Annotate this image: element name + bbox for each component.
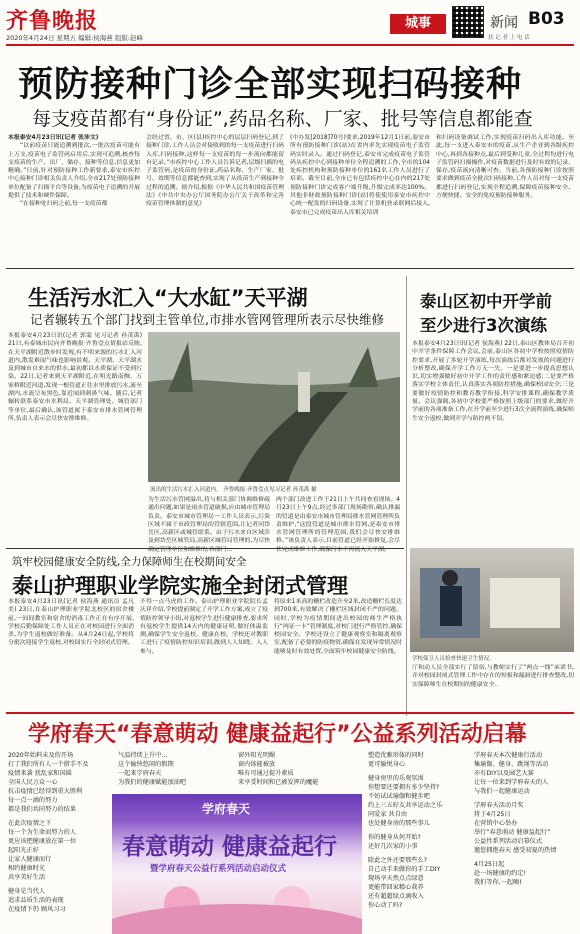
poem-line: 起阳光正好: [8, 847, 39, 854]
poem-line: 自己动手来做你的手工DIY: [368, 866, 441, 873]
poem-line: 公益性系列活动启幕仪式: [474, 838, 543, 845]
poem-line: 邀您拥抱春天 感受初夏的热情: [474, 847, 557, 854]
poem-line: 窗内体能被放: [238, 761, 276, 768]
poem-line: 你心动了吗?: [368, 902, 403, 909]
poem-line: 相约健康时光: [8, 865, 46, 872]
sewage-column-2: 为生活污水管网溢出,将与相关部门协调维修疏通出问题,如果是雨水管道破损,应由城市管理局负责。泰安市城市管理局一工作人员表示,污染区域不属于市政管理局的管辖范围,让记者同岱岳区,高新区或城管联系。由于污水来自区域涉及到岱岳区城管局,高新区城管局管理的,为尽快确定管理单位和维修的,各部门...: [148, 497, 270, 553]
poem-line: 每一个为生命而努力的人: [8, 829, 77, 836]
guard-scene-illustration: [410, 548, 574, 652]
poem-line: 在营销中心举办: [474, 820, 518, 827]
poem-line: 除此之外还要那些么?: [368, 857, 427, 864]
poem-line: 你的健身从何开始?: [368, 834, 421, 841]
poem-line: 在此次疫情之下: [8, 820, 52, 827]
poem-line: 一起来学府春天: [118, 770, 162, 777]
qr-code-icon: [452, 6, 484, 38]
column-divider: [406, 276, 407, 716]
poem-line: 与我们一起健康运动: [474, 788, 530, 795]
lead-subhead: 每支疫苗都有“身份证”,药品名称、厂家、批号等信息都能查: [32, 108, 533, 130]
poem-line: 将于4月25日: [474, 811, 511, 818]
poem-line: 窗外阳光明媚: [238, 752, 276, 759]
poem-line: 在疫情下仍 顾风习习: [8, 906, 66, 913]
poem-line: 我们等你,一起嗨!: [474, 879, 522, 886]
nursing-column-2: 不得一点马虎的工作。泰山护理职业学院院长孟庆祥介绍,学校提前制定了开学工作方案,成立了疫情防控领导小组,对返校学生进行健康排查,要求所有返校学生提供14天内的健康证明,做好体温监测,确保学生安全返校、健康在校。学校还对教职工进行了疫情防控知识培训,做到人人知晓、人人参与。: [140, 599, 268, 655]
lead-column-2: 会经过省、市、区(县)疾控中心的层层扫码登记,到了接种门诊,工作人员会对接收到的每一支疫苗进行扫码入库,扫码接种,这样每一支疫苗的每一步流向都能留有记录。”市疾控中心工作人员告诉记者,层级扫描的电子监管码,是疫苗的身份证,药品名称、生产厂家、批号、效期等信息都能查到,实现了从疫苗生产到接种全过程的追溯。据介绍,根据《中华人民共和国疫苗管理法》《中共中央办公厅国务院办公厅关于改革和完善疫苗管理体制的意见》: [146, 135, 284, 208]
poem-line: 气温持续上升中…: [118, 752, 168, 759]
sewage-column-3: 两个部门改进工作于21日上午共同查看现场。4月23日上午9点,经过多部门现场勘察,确认排漏的管道是由泰安市城市管理局排水管网管理所负责维护,“这段管道是城市排水管网,是泰安市排水管网管理所的管理范围,我们会尽快安排维修。”该负责人表示,目前管道已经开始修复,会尽快完成维修工作,确保污水不再流入天平湖。: [276, 497, 400, 553]
poem-line: 全国人民万众一心: [8, 779, 58, 786]
poem-line: 还好几次家的小事: [368, 843, 418, 850]
editor-line: 扶 记 者 上 电 话: [488, 35, 530, 41]
school-photo-caption: 学校保卫人员检查快递卫生情况。: [412, 656, 495, 662]
section-divider: [6, 268, 574, 269]
section-tab: 城事: [390, 14, 446, 34]
poem-line: 来享受时间和已被发挥的魔能: [238, 779, 319, 786]
school-headline-line2: 至少进行3次演练: [420, 316, 547, 335]
campaign-poem-column-3: [118, 751, 228, 791]
nursing-kicker: 筑牢校园健康安全防线,全力保障师生在校期间安全: [12, 556, 247, 568]
poem-line: 健身是当代人: [8, 888, 46, 895]
poem-line: 都是我们共同努力的结果: [8, 806, 77, 813]
campaign-poem-column-6: [474, 751, 578, 931]
school-headline-line1: 泰山区初中开学前: [420, 292, 552, 311]
lead-paragraph: “以前疫苗只能追溯到批次,一批次疫苗可能有上万支,疫苗电子监管码启用后,实现可追溯,核查每支疫苗的生产、出厂、储存、接种等信息,信息更加精确。”日前,针对预防接种工作新要求,泰安市疾控中心接种门诊相关负责人介绍,全市217处预防接种单位配备了扫描平台等设备,为疫苗电子追溯的开展提供了技术和硬件保障。: [8, 143, 140, 200]
poster-subtitle: 暨学府春天公益行系列活动启动仪式: [150, 864, 287, 874]
poem-line: 每一点一滴的努力: [8, 797, 58, 804]
poem-line: 健身房里的乐观氛围: [368, 775, 424, 782]
campaign-title: 学府春天“春意萌动 健康益起行”公益系列活动启幕: [28, 722, 527, 747]
poem-line: 更应该把健康放在第一位: [8, 838, 77, 845]
school-photo: [410, 548, 574, 652]
nursing-column-3: 将原来1米高的栅栏改造升至2米,改造栅栏长度达到700米,有效解决了栅栏区域封闭不严的问题。同时,学校为疫情期间进出校园的师生严格执行“两证一卡”管理制度,对校门进行严格管控,确保校园安全。学校还设立了健康观察室和隔离观察室,配备了必要的防疫物资,确保在发现异常情况时能够及时有效处置,全面筑牢校园健康安全防线。: [274, 599, 402, 655]
campaign-poem-column-5: [368, 751, 468, 931]
poem-line: 共享美好生活: [8, 874, 46, 881]
poem-line: 让每一位来到学府春天的人: [474, 779, 549, 786]
dateline: 2020年4月24日 星期五 编辑:侯海燕 组版:赵峰: [6, 34, 144, 42]
poem-line: 唯有可通过提升素质: [238, 770, 294, 777]
poem-line: 2020年始料未及的开场: [8, 752, 74, 759]
poem-line: 追求品质生活的表现: [8, 897, 64, 904]
poster-slogan: 春意萌动 健康益起行: [122, 834, 338, 860]
poem-line: 不妨试试瑜伽和健步吧: [368, 793, 430, 800]
poem-line: 赴一场健康的约定!: [474, 870, 526, 877]
poem-line: 打了我们所有人一个措手不及: [8, 761, 89, 768]
nursing-continued-text: 厅和动人员全部实行了留宿,与教师实行了“两点一线”承诺书,并对校园封闭式管理工作中存在的短板和漏洞进行排查整改,切实保障师生在校期间的健康安全。: [412, 665, 574, 688]
river-scene-illustration: [148, 332, 400, 482]
campaign-poem-column-1: [8, 751, 108, 931]
poem-line: 现场享天然点点绿意: [368, 875, 424, 882]
poem-line: 疫情来袭 扰乱家和国圆: [8, 770, 72, 777]
poem-line: 更可愉悦身心: [368, 761, 406, 768]
masthead-rule: [6, 44, 574, 46]
sewage-photo-caption: 流出的生活污水汇入河道内。 齐鲁晚报·齐鲁壹点见习记者 孙茂禹 摄: [150, 487, 317, 493]
poem-line: 同爱家 共自由: [368, 811, 408, 818]
poster-decoration: [112, 874, 362, 934]
lead-column-3: (中办发[2018]70号)要求,2019年12月1日前,泰安市所有预防接种门诊(站)在省内率先实现疫苗电子监管码实时录入。通过扫码登记,泰安市完成疫苗电子监管码从疾控中心到接种单位全程追溯的工作,全市的104处疾控机构和预防接种单位的161名工作人员进行了培训。截至目前,全市已有包括疾控中心在内的217处预防接种门诊完成客户端升级,升级完成率达100%。其他非财政预防接种门诊(站)将使使用泰安市疾控中心统一配发的扫码设备,实现了计算机登录联网后接入,泰安市已完成疫苗出入库相关培训: [290, 135, 430, 216]
lead-column-1: [8, 134, 140, 262]
poem-line: 集瑜伽、健身、跳绳等活动: [474, 761, 549, 768]
poem-line: 也处健身房的那些事儿: [368, 820, 430, 827]
newspaper-logo: 齐鲁晚报: [6, 8, 99, 34]
sewage-headline: 生活污水汇入“大水缸”天平湖: [28, 286, 308, 310]
poem-line: 让家人健康而行: [8, 856, 52, 863]
section-divider: [6, 548, 404, 549]
lead-byline: 本报泰安4月23日讯(记者 张沛文): [8, 135, 99, 141]
poster-brand: 学府春天: [202, 802, 251, 816]
poem-line: 学府春天本次健康行活动: [474, 752, 543, 759]
lead-headline: 预防接种门诊全部实现扫码接种: [18, 65, 523, 105]
poem-line: 还有超超绿点滴收入: [368, 893, 424, 900]
lead-column-4: 和扫码设备调试工作,实现疫苗扫码出入库功能。至此,每一支进入泰安市的疫苗,从生产企业到各级疾控中心,再到各接种点,最后到受种儿童,全过程均进行电子监管码扫描操作,对疫苗数据进行及时有效的记录、保存,疫苗流向清晰可查。当前,各预防接种门诊按照要求做到疫苗全批次扫码接种,工作人员对每一支疫苗都进行扫码登记,实现全程追溯,保障疫苗接种安全、方便快捷、安全的免疫预防接种服务。: [436, 135, 574, 200]
poem-line: 4月25日起: [474, 861, 505, 868]
nursing-headline: 泰山护理职业学院实施全封闭式管理: [12, 574, 348, 598]
section-name: 新闻: [490, 15, 518, 31]
poem-line: 举行“春意萌动 健康益起行”: [474, 829, 551, 836]
poem-line: 为我们的健康赋能加油吧: [118, 779, 187, 786]
campaign-poem-column-4: [238, 751, 360, 791]
poem-line: 抗击疫情已经得到重大胜利: [8, 788, 83, 795]
poem-line: 学府春天活动月奖: [474, 802, 524, 809]
sewage-column-1: 本报泰安4月23日讯(记者 郭蒙 见习记者 孙茂禹) 21日,有泰城市民向齐鲁晚报·齐鲁壹点情报站反映,在天平湖附近散步时发现,有不明来源的污水汇入河道内,散发难闻气味也影响景观。天平湖、天平湖水及到城市自来水的供水,最初都以水质保证不受到污染。22日,记者来到天平湖附近,在明光路南侧、万家桥附近河道,发现一根管道正往水里排放污水,流至湖内,水流呈灰黑色,靠近闻到刺鼻气味。随后,记者辗转联系泰安市水利局、天平湖管理处、城管部门等单位,最后确认,该管道属于泰安市排水管网管理所,负责人表示会尽快安排维修。: [8, 333, 142, 422]
banner-rule: [6, 712, 574, 714]
nursing-column-1: 本报泰安4月23日讯(记者 侯海燕 通讯员 孟凡美) 23日,在泰山护理职业学院北校区的宿舍楼前,一间间教室和宿舍的消毒工作正在有序开展,学校后勤保障处工作人员正在对校园进行全面消杀,为学生返校做好准备。从4月24日起,学校将分批次迎接学生返校,对校园实行全封闭式管理。: [8, 599, 134, 647]
sewage-subhead: 记者辗转五个部门找到主管单位,市排水管网管理所表示尽快维修: [30, 312, 384, 327]
school-body: 本报泰安4月23日讯(记者 侯海燕) 22日,泰山区教体局召开初中开学条件保障工作会议,会前,泰山区各初中学校按照疫情防控要求,开展了多轮开学演练,每次演练后都对发现的问题进行分析整改,确保开学工作万无一失。一是要进一步提高思想认识,切实增强做好初中开学工作的责任感和紧迫感;二是要严格落实学校主体责任,认真落实各项防控措施,确保校园安全;三是要做好疫情防控和教育教学衔接,科学安排课程,确保教学质量。会议强调,各初中学校要严格按照上级部门的要求,做好开学前的各项准备工作,在开学前至少进行3次全流程演练,确保师生安全返校,做到开学与防控两不误。: [412, 341, 574, 422]
poem-line: 塑造优雅形体的同时: [368, 752, 424, 759]
poem-line: 亦有DIY以及园艺大赛: [474, 770, 534, 777]
page-number: B03: [528, 9, 565, 29]
poem-line: 这个愉快悠闲的假期: [118, 761, 174, 768]
poem-line: 更能带回家精心栽养: [368, 884, 424, 891]
lead-paragraph: “在接种处扫码之前,每一支疫苗都: [20, 201, 108, 208]
poem-line: 你想要还要拥有多少坚持?: [368, 784, 440, 791]
sewage-photo: [148, 332, 400, 482]
poem-line: 约上三五好友共享运动之乐: [368, 802, 443, 809]
campaign-poster: [112, 794, 362, 928]
